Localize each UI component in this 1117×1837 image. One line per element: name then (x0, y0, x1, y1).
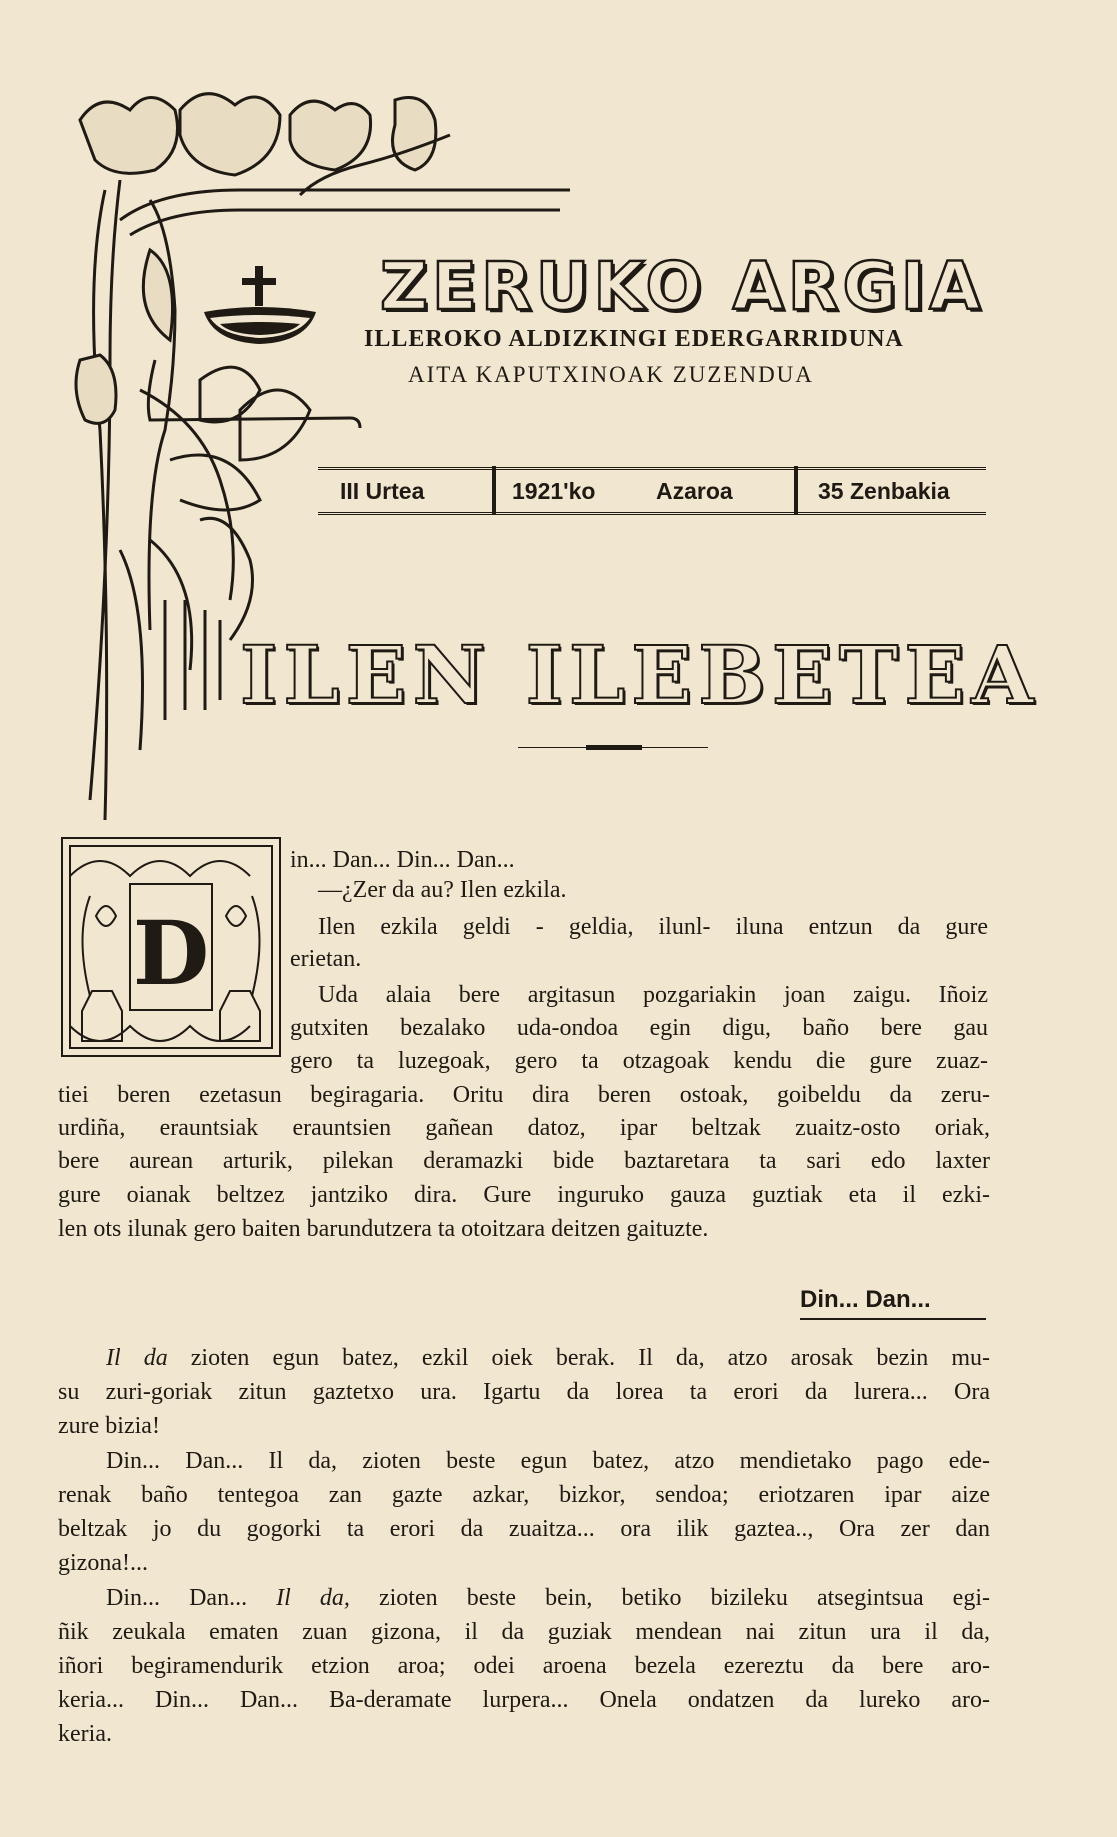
paragraph-line: len ots ilunak gero baiten barundutzera ta otoitzara deitzen gaituzte. (58, 1216, 709, 1242)
paragraph-line: gero ta luzegoak, gero ta otzagoak kendu die gure zuaz- (290, 1048, 988, 1074)
issue-month: Azaroa (656, 478, 733, 504)
paragraph-line: gizona!... (58, 1550, 148, 1576)
paragraph-line: ñik zeukala ematen zuan gizona, il da guziak mendean nai zitun ura il da, (58, 1619, 990, 1645)
issue-number: 35 Zenbakia (818, 478, 950, 504)
signoff-rule (800, 1318, 986, 1320)
magazine-subtitle: ILLEROKO ALDIZKINGI EDERGARRIDUNA (364, 326, 904, 352)
paragraph-line (106, 1343, 990, 1373)
paragraph-line: gure oianak beltzez jantziko dira. Gure inguruko gauza guztiak eta il ezki- (58, 1182, 990, 1208)
paragraph-line: keria... Din... Dan... Ba-deramate lurpera... Onela ondatzen da lureko aro- (58, 1687, 990, 1713)
ornamental-dropcap-icon (60, 836, 282, 1058)
paragraph-line: beltzak jo du gogorki ta erori da zuaitza... ora ilik gaztea.., Ora zer dan (58, 1516, 990, 1542)
paragraph-line: su zuri-goriak zitun gaztetxo ura. Igartu da lorea ta erori da lurera... Ora (58, 1379, 990, 1405)
paragraph-line: iñori begiramendurik etzion aroa; odei aroena bezela ezereztu da bere aro- (58, 1653, 990, 1679)
paragraph-line (106, 1583, 990, 1613)
title-divider (518, 746, 708, 750)
paragraph-line: zure bizia! (58, 1413, 160, 1439)
paragraph-line: tiei beren ezetasun begiragaria. Oritu dira beren ostoak, goibeldu da zeru- (58, 1082, 990, 1108)
paragraph-line: keria. (58, 1721, 112, 1747)
magazine-title: ZERUKO ARGIA (380, 248, 985, 325)
dropcap-letter: D (132, 901, 210, 1005)
issue-bar (318, 467, 986, 515)
text-run: zioten beste bein, betiko bizileku atsegintsua egi- (349, 1585, 990, 1611)
article-title: ILEN ILEBETEA (240, 628, 1040, 722)
issue-year: III Urtea (340, 478, 425, 504)
paragraph-line: Uda alaia bere argitasun pozgariakin joan zaigu. Iñoiz (318, 982, 988, 1008)
cross-boat-emblem-icon (200, 262, 320, 352)
magazine-editors: AITA KAPUTXINOAK ZUZENDUA (408, 362, 814, 387)
text-run: zioten egun batez, ezkil oiek berak. Il da, atzo arosak bezin mu- (167, 1345, 990, 1371)
paragraph-line: bere aurean arturik, pilekan deramazki bide baztaretara ta sari edo laxter (58, 1148, 990, 1174)
text-run: Din... Dan... (106, 1585, 277, 1611)
issue-date: 1921'ko (512, 478, 596, 504)
paragraph-line: Ilen ezkila geldi - geldia, ilunl- iluna entzun da gure (318, 914, 988, 940)
paragraph-line: renak baño tentegoa zan gazte azkar, bizkor, sendoa; eriotzaren ipar aize (58, 1482, 990, 1508)
paragraph-line: erietan. (290, 946, 362, 972)
issue-separator (794, 466, 798, 514)
signoff: Din... Dan... (800, 1286, 931, 1313)
paragraph-line: —¿Zer da au? Ilen ezkila. (318, 877, 567, 903)
paragraph-line: gutxiten bezalako uda-ondoa egin digu, baño bere gau (290, 1015, 988, 1041)
paragraph-line: Din... Dan... Il da, zioten beste egun batez, atzo mendietako pago ede- (106, 1448, 990, 1474)
paragraph-line: urdiña, erauntsiak erauntsien gañean datoz, ipar beltzak zuaitz-osto oriak, (58, 1115, 990, 1141)
paragraph-line: in... Dan... Din... Dan... (290, 847, 515, 873)
italic-phrase: Il da, (276, 1585, 350, 1611)
issue-separator (492, 466, 496, 514)
poppy-ornament-icon (60, 80, 580, 840)
italic-phrase: Il da (106, 1345, 168, 1371)
